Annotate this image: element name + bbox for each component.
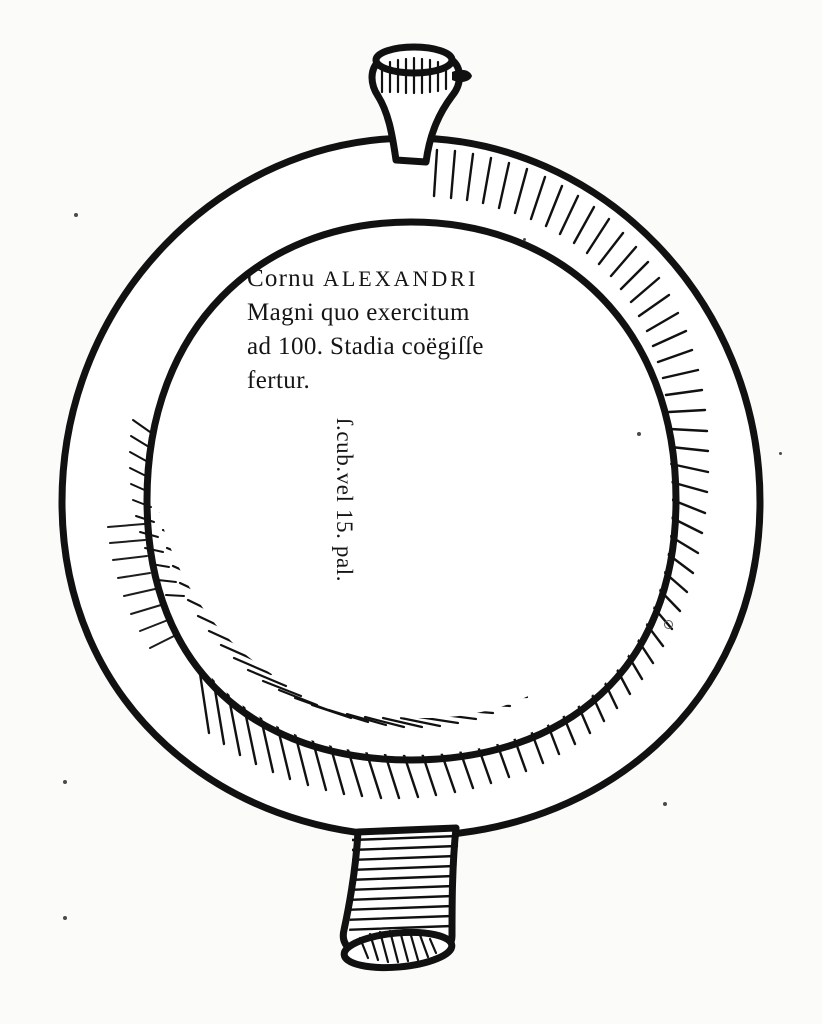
caption-line-2: Magni quo exercitum bbox=[247, 299, 470, 326]
measurement-note: ſ.cub.vel 15. pal. bbox=[332, 418, 357, 583]
caption-line-1-normal: Cornu bbox=[247, 265, 323, 292]
caption-line-1-smallcaps: ALEXANDRI bbox=[322, 266, 479, 291]
paper-speck bbox=[637, 432, 641, 436]
neck-knob bbox=[452, 70, 472, 82]
paper-speck bbox=[63, 916, 67, 920]
paper-speck bbox=[779, 452, 782, 455]
paper-speck bbox=[63, 780, 67, 784]
paper-speck bbox=[74, 213, 78, 217]
figure-caption bbox=[247, 262, 607, 398]
paper-speck bbox=[523, 238, 526, 241]
caption-line-4: fertur. bbox=[247, 367, 311, 394]
paper-speck bbox=[664, 620, 673, 629]
caption-line-1 bbox=[247, 262, 607, 296]
caption-line-3: ad 100. Stadia coëgiſſe bbox=[247, 333, 484, 360]
paper-speck bbox=[663, 802, 667, 806]
